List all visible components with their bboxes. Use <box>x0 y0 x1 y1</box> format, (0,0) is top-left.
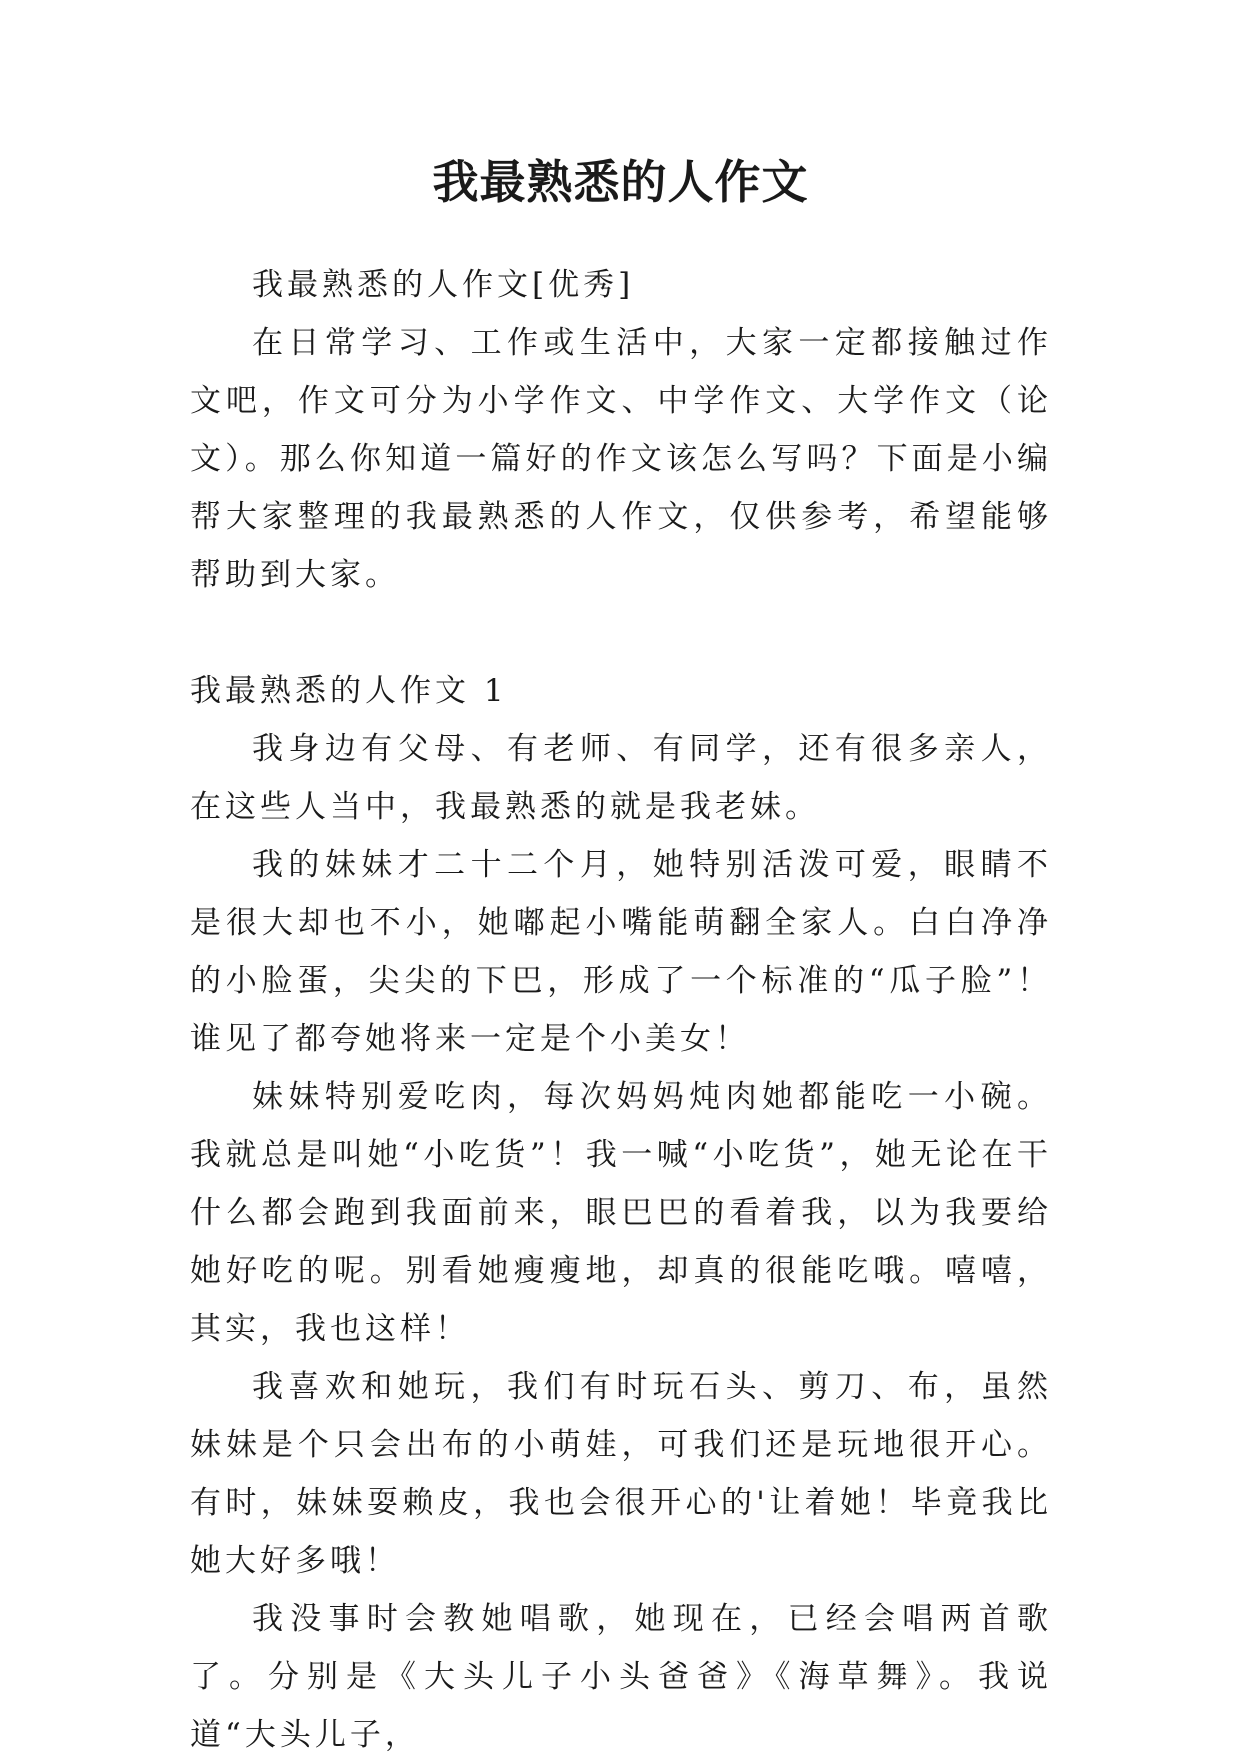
section-heading: 我最熟悉的人作文 1 <box>190 673 508 709</box>
paragraph: 妹妹特别爱吃肉，每次妈妈炖肉她都能吃一小碗。我就总是叫她“小吃货”！我一喊“小吃货”，她无论在干什么都会跑到我面前来，眼巴巴的看着我，以为我要给她好吃的呢。别看她瘦瘦地，却真的很能吃哦。嘻嘻，其实，我也这样！ <box>190 1079 1052 1347</box>
document-subtitle: 我最熟悉的人作文[优秀] <box>252 267 635 303</box>
document-body <box>190 256 1052 1764</box>
paragraph: 我喜欢和她玩，我们有时玩石头、剪刀、布，虽然妹妹是个只会出布的小萌娃，可我们还是玩地很开心。有时，妹妹耍赖皮，我也会很开心的'让着她！毕竟我比她大好多哦！ <box>190 1369 1052 1579</box>
paragraph: 我没事时会教她唱歌，她现在，已经会唱两首歌了。分别是《大头儿子小头爸爸》《海草舞》。我说道“大头儿子， <box>190 1601 1052 1753</box>
intro-paragraph: 在日常学习、工作或生活中，大家一定都接触过作文吧，作文可分为小学作文、中学作文、大学作文（论文）。那么你知道一篇好的作文该怎么写吗？下面是小编帮大家整理的我最熟悉的人作文，仅供参考，希望能够帮助到大家。 <box>190 325 1052 593</box>
paragraph: 我身边有父母、有老师、有同学，还有很多亲人，在这些人当中，我最熟悉的就是我老妹。 <box>190 731 1052 825</box>
document-title: 我最熟悉的人作文 <box>432 155 809 209</box>
paragraph: 我的妹妹才二十二个月，她特别活泼可爱，眼睛不是很大却也不小，她嘟起小嘴能萌翻全家人。白白净净的小脸蛋，尖尖的下巴，形成了一个标准的“瓜子脸”！谁见了都夸她将来一定是个小美女！ <box>190 847 1052 1057</box>
